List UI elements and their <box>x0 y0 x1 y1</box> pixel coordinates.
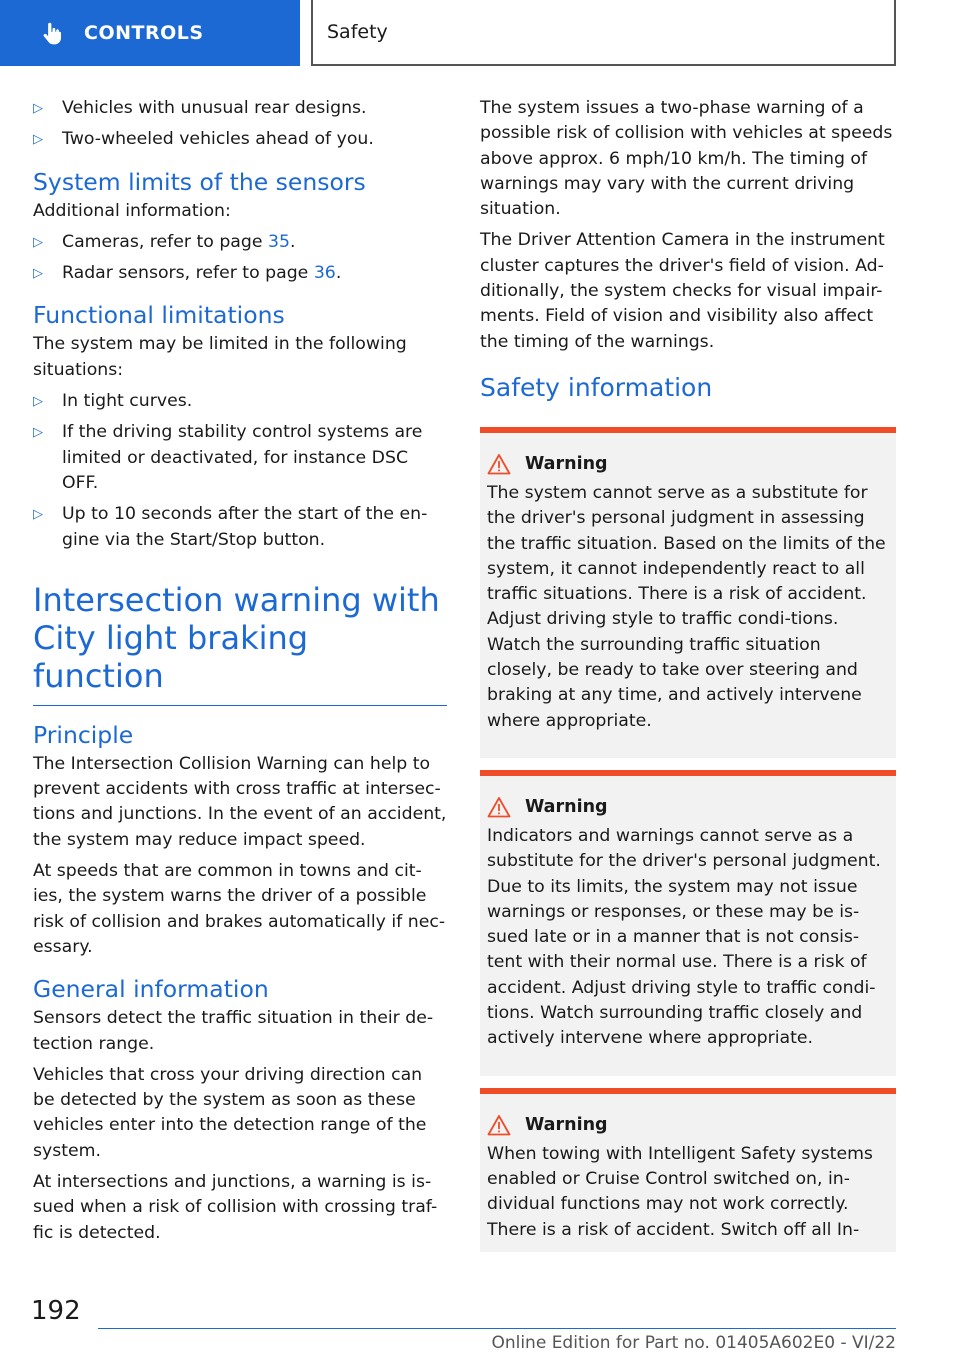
page-header <box>0 0 960 66</box>
chapter-tab-safety[interactable] <box>311 0 896 66</box>
list-item-text: Two-wheeled vehicles ahead of you. <box>62 129 374 150</box>
functional-bullet-list <box>33 389 447 553</box>
list-item <box>33 230 447 255</box>
triangle-bullet-icon: ▷ <box>33 394 43 410</box>
warning-title: Warning <box>525 796 608 817</box>
warning-header <box>487 1114 888 1136</box>
sensors-intro: Additional information: <box>33 200 231 221</box>
general-paragraph-3: At intersections and junctions, a warning is is-sued when a risk of collision with crossing traf-fic is detected. <box>33 1172 438 1243</box>
hand-pointer-icon <box>40 20 66 46</box>
warning-title: Warning <box>525 453 608 474</box>
triangle-bullet-icon: ▷ <box>33 425 43 441</box>
general-paragraph-1: Sensors detect the traffic situation in their de-tection range. <box>33 1008 434 1054</box>
warning-box <box>480 1088 896 1252</box>
warning-text: The system cannot serve as a substitute for the driver's personal judgment in assessing the traffic situation. Based on the limits of the system, it cannot independently react to all traffic situations. There is a risk of accident. Adjust driving style to traffic condi-tions. Watch the surrounding traffic situation closely, be ready to take over steering and braking at any time, and actively intervene where appropriate. <box>487 482 886 731</box>
page-link-cameras[interactable]: 35 <box>267 231 290 252</box>
warning-triangle-icon <box>487 796 511 818</box>
list-item-text: Vehicles with unusual rear designs. <box>62 98 367 118</box>
warning-text: Indicators and warnings cannot serve as a substitute for the driver's personal judgment. Due to its limits, the system may not issue warnings or responses, or these may be is-sued late or in a manner that is not consis-tent with their normal use. There is a risk of accident. Adjust driving style to traffic condi-tions. Watch surrounding traffic closely and actively intervene where appropriate. <box>487 825 881 1049</box>
edition-footer: Online Edition for Part no. 01405A602E0 - VI/22 <box>491 1333 896 1353</box>
list-item-text: In tight curves. <box>62 391 193 412</box>
warning-box <box>480 770 896 1076</box>
triangle-bullet-icon: ▷ <box>33 101 43 116</box>
warning-text: When towing with Intelligent Safety systems enabled or Cruise Control switched on, in-dividual functions may not work correctly. There is a risk of accident. Switch off all In- <box>487 1143 873 1240</box>
warning-triangle-icon <box>487 1114 511 1136</box>
principle-paragraph-1: The Intersection Collision Warning can help to prevent accidents with cross traffic at intersec-tions and junctions. In the event of an accident, the system may reduce impact speed. <box>33 753 447 850</box>
warning-header <box>487 453 888 475</box>
triangle-bullet-icon: ▷ <box>33 266 43 282</box>
warning-title: Warning <box>525 1114 608 1135</box>
left-column <box>33 96 447 1252</box>
list-item <box>33 96 447 121</box>
warning-box <box>480 427 896 758</box>
section-tab-controls[interactable] <box>0 0 300 66</box>
list-item-text: Radar sensors, refer to page <box>62 263 314 284</box>
page-number: 192 <box>31 1296 81 1326</box>
principle-paragraph-2: At speeds that are common in towns and cit-ies, the system warns the driver of a possible risk of collision and brakes automatically if nec-essary. <box>33 861 446 957</box>
chapter-tab-label: Safety <box>327 21 388 43</box>
list-item <box>33 420 447 496</box>
functional-limitations-heading: Functional limitations <box>33 301 285 330</box>
functional-limitations-intro: The system may be limited in the following situations: <box>33 334 407 380</box>
list-item <box>33 261 447 286</box>
triangle-bullet-icon: ▷ <box>33 234 43 250</box>
warning-header <box>487 796 888 818</box>
list-item-text: Up to 10 seconds after the start of the en-gine via the Start/Stop button. <box>62 504 428 550</box>
triangle-bullet-icon: ▷ <box>33 507 43 523</box>
section-tab-label: CONTROLS <box>84 22 204 44</box>
list-item <box>33 127 447 152</box>
list-item-suffix: . <box>289 231 296 252</box>
list-item <box>33 502 447 553</box>
safety-information-heading: Safety information <box>480 372 713 402</box>
main-heading: Intersection warning with City light braking function <box>33 581 447 706</box>
attention-camera-paragraph: The Driver Attention Camera in the instrument cluster captures the driver's field of vision. Ad-ditionally, the system checks for visual impair-ments. Field of vision and visibility also affect the timing of the warnings. <box>480 230 885 352</box>
list-item <box>33 389 447 414</box>
general-information-heading: General information <box>33 975 269 1004</box>
right-column <box>480 96 896 1262</box>
intro-bullet-list <box>33 96 447 153</box>
list-item-text: If the driving stability control systems are limited or deactivated, for instance DSC OFF. <box>62 422 423 493</box>
warning-phases-paragraph: The system issues a two-phase warning of a possible risk of collision with vehicles at speeds above approx. 6 mph/10 km/h. The timing of warnings may vary with the current driving situation. <box>480 98 893 220</box>
footer-divider <box>98 1328 896 1329</box>
list-item-suffix: . <box>335 263 342 284</box>
sensors-bullet-list <box>33 230 447 287</box>
principle-heading: Principle <box>33 720 134 749</box>
warning-triangle-icon <box>487 453 511 475</box>
sensors-heading: System limits of the sensors <box>33 167 366 196</box>
list-item-text: Cameras, refer to page <box>62 231 268 252</box>
page-link-radar[interactable]: 36 <box>313 263 336 284</box>
general-paragraph-2: Vehicles that cross your driving direction can be detected by the system as soon as these vehicles enter into the detection range of the system. <box>33 1064 427 1161</box>
triangle-bullet-icon: ▷ <box>33 132 43 148</box>
